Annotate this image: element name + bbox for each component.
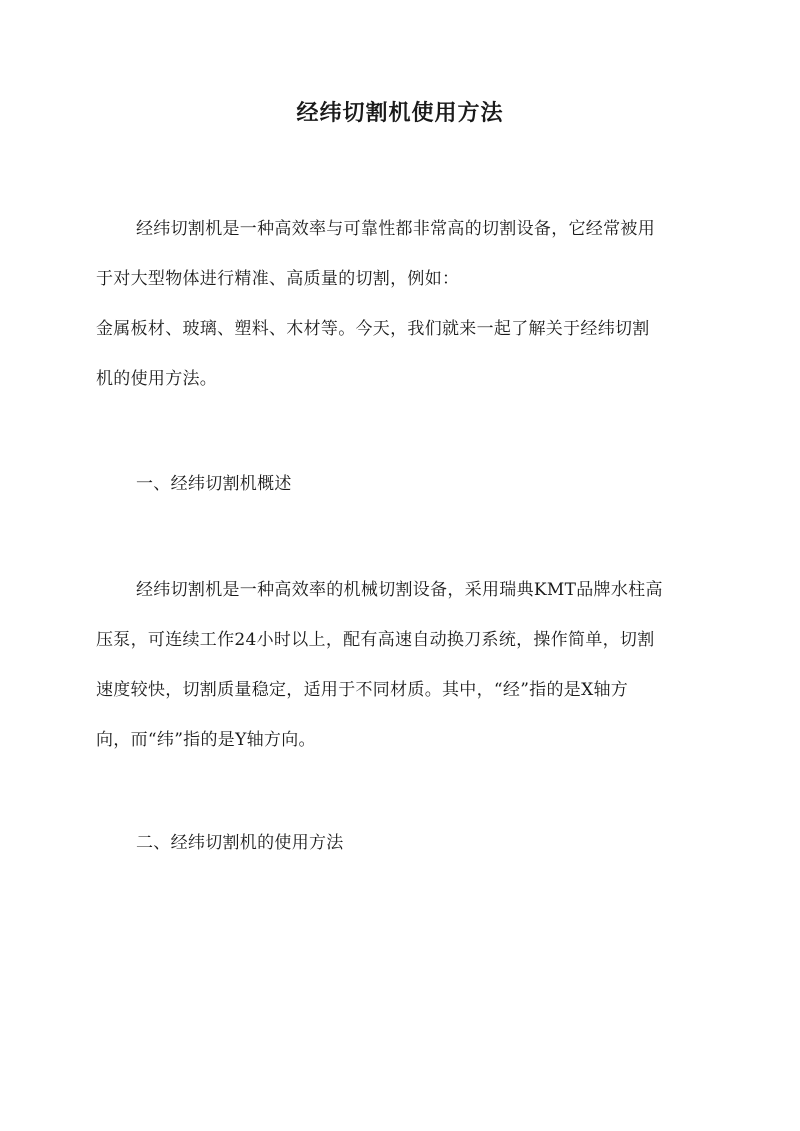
intro-line-1: 经纬切割机是一种高效率与可靠性都非常高的切割设备，它经常被用 — [136, 219, 655, 239]
section1-heading: 一、经纬切割机概述 — [136, 474, 292, 494]
document-title: 经纬切割机使用方法 — [296, 100, 504, 126]
intro-line-3: 金属板材、玻璃、塑料、木材等。今天，我们就来一起了解关于经纬切割 — [96, 319, 650, 339]
section1-line-1: 经纬切割机是一种高效率的机械切割设备，采用瑞典KMT品牌水柱高 — [136, 580, 663, 600]
section1-line-2: 压泵，可连续工作24小时以上，配有高速自动换刀系统，操作简单，切割 — [96, 630, 655, 650]
section2-heading: 二、经纬切割机的使用方法 — [136, 833, 344, 853]
intro-line-4: 机的使用方法。 — [96, 369, 218, 389]
section1-line-3: 速度较快，切割质量稳定，适用于不同材质。其中，“经”指的是X轴方 — [96, 680, 629, 700]
intro-line-2: 于对大型物体进行精准、高质量的切割，例如： — [96, 269, 460, 289]
section1-line-4: 向，而“纬”指的是Y轴方向。 — [96, 730, 316, 750]
